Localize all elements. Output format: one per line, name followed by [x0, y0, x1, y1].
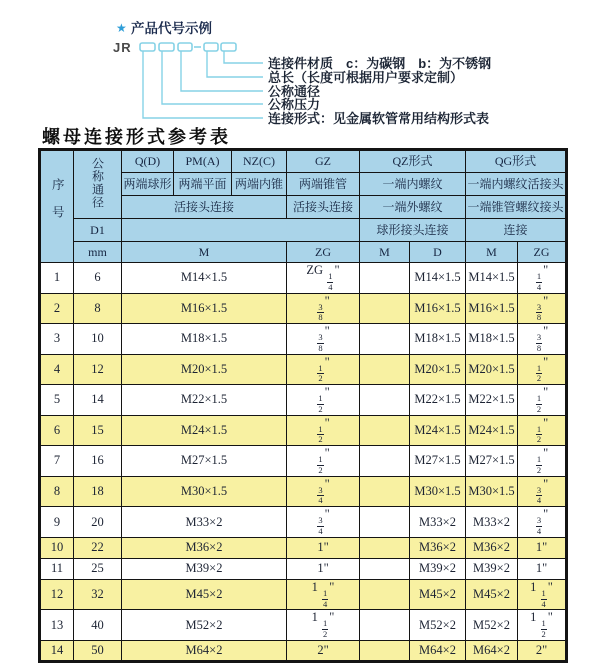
table-header — [40, 150, 567, 263]
cell-m: M39×2 — [122, 558, 287, 579]
sub-nz: 两端内锥 — [232, 173, 287, 196]
cell-qg-zg: $\frac{1}{2}$ " — [518, 415, 567, 446]
cell-zg: 2" — [287, 640, 360, 661]
fraction: $\frac{1}{4}$ — [541, 587, 546, 609]
sub-q: 两端球形 — [122, 173, 174, 196]
table-row — [40, 507, 567, 538]
fraction: $\frac{1}{2}$ — [536, 423, 542, 445]
cell-qg-zg: $\frac{1}{2}$ " — [518, 385, 567, 416]
cell-qg-m: M45×2 — [466, 579, 518, 610]
col-qz: QZ形式 — [360, 150, 466, 173]
cell-qz-d: M16×1.5 — [410, 293, 466, 324]
cell-zg: $\frac{1}{2}$ " — [287, 446, 360, 477]
unit-m-span: M — [122, 242, 287, 263]
label-diameter: 公称通径 — [268, 84, 321, 99]
fraction: $\frac{3}{8}$ — [318, 301, 323, 323]
cell-dn: 20 — [74, 507, 122, 538]
spacer-cell — [122, 219, 360, 242]
cell-zg: $\frac{3}{4}$ " — [287, 507, 360, 538]
unit-zg: ZG — [287, 242, 360, 263]
fraction: $\frac{3}{4}$ — [318, 484, 323, 506]
fraction: $\frac{3}{4}$ — [536, 484, 542, 506]
sub2-qg: 一端锥管螺纹接头 — [466, 196, 567, 219]
table-row — [40, 415, 567, 446]
cell-no: 8 — [40, 476, 74, 507]
fraction: $\frac{1}{2}$ — [318, 393, 323, 414]
table-row — [40, 558, 567, 579]
cell-qg-m: M33×2 — [466, 507, 518, 538]
cell-dn: 22 — [74, 537, 122, 558]
cell-qz-m — [360, 354, 410, 385]
cell-qz-d: M30×1.5 — [410, 476, 466, 507]
product-code-diagram — [0, 0, 600, 132]
fraction: $\frac{1}{4}$ — [328, 271, 333, 292]
cell-qz-d: M36×2 — [410, 537, 466, 558]
fraction: $\frac{3}{8}$ — [536, 301, 542, 323]
col-pm: PM(A) — [174, 150, 232, 173]
cell-m: M24×1.5 — [122, 415, 287, 446]
table-row — [40, 537, 567, 558]
col-qg: QG形式 — [466, 150, 567, 173]
cell-zg: $\frac{1}{2}$ " — [287, 415, 360, 446]
col-gz: GZ — [287, 150, 360, 173]
fraction: $\frac{1}{2}$ — [536, 393, 542, 414]
star-icon: ★ — [116, 21, 127, 35]
table-row — [40, 476, 567, 507]
cell-qg-zg: $\frac{1}{4}$ " — [518, 263, 567, 294]
cell-qz-d: M20×1.5 — [410, 354, 466, 385]
cell-qg-m: M27×1.5 — [466, 446, 518, 477]
cell-dn: 6 — [74, 263, 122, 294]
code-boxes — [140, 43, 236, 51]
cell-qz-m — [360, 558, 410, 579]
cell-qz-m — [360, 579, 410, 610]
cell-qz-m — [360, 415, 410, 446]
unit-qz-m: M — [360, 242, 410, 263]
cell-qg-m: M14×1.5 — [466, 263, 518, 294]
label-conn-form: 连接形式：见金属软管常用结构形式表 — [268, 111, 490, 126]
cell-qg-zg: $\frac{1}{2}$ " — [518, 446, 567, 477]
col-d1: D1 — [74, 219, 122, 242]
cell-qz-m — [360, 476, 410, 507]
cell-m: M30×1.5 — [122, 476, 287, 507]
cell-qz-d: M22×1.5 — [410, 385, 466, 416]
cell-qz-d: M45×2 — [410, 579, 466, 610]
cell-dn: 12 — [74, 354, 122, 385]
cell-dn: 25 — [74, 558, 122, 579]
fraction: $\frac{3}{4}$ — [318, 515, 323, 537]
cell-qz-m — [360, 385, 410, 416]
cell-m: M14×1.5 — [122, 263, 287, 294]
cell-zg: $\frac{1}{2}$ " — [287, 354, 360, 385]
connector-lines — [143, 51, 263, 118]
cell-qg-m: M36×2 — [466, 537, 518, 558]
cell-no: 12 — [40, 579, 74, 610]
fraction: $\frac{3}{8}$ — [536, 332, 542, 353]
cell-qg-m: M16×1.5 — [466, 293, 518, 324]
cell-zg: $\frac{3}{4}$ " — [287, 476, 360, 507]
cell-zg: 1" — [287, 537, 360, 558]
cell-qg-m: M52×2 — [466, 610, 518, 641]
cell-zg: 1" — [287, 558, 360, 579]
cell-dn: 18 — [74, 476, 122, 507]
cell-qg-m: M30×1.5 — [466, 476, 518, 507]
fraction: $\frac{1}{2}$ — [536, 454, 542, 475]
table-row — [40, 385, 567, 416]
cell-no: 10 — [40, 537, 74, 558]
cell-m: M27×1.5 — [122, 446, 287, 477]
cell-qg-m: M64×2 — [466, 640, 518, 661]
cell-qz-m — [360, 610, 410, 641]
cell-m: M20×1.5 — [122, 354, 287, 385]
cell-qz-m — [360, 324, 410, 355]
cell-zg: $\frac{1}{2}$ " — [287, 385, 360, 416]
cell-qg-m: M20×1.5 — [466, 354, 518, 385]
cell-dn: 16 — [74, 446, 122, 477]
cell-no: 2 — [40, 293, 74, 324]
cell-qg-m: M22×1.5 — [466, 385, 518, 416]
cell-m: M64×2 — [122, 640, 287, 661]
col-diameter: 公称通径 — [74, 150, 122, 219]
cell-no: 9 — [40, 507, 74, 538]
cell-qz-d: M14×1.5 — [410, 263, 466, 294]
label-pressure: 公称压力 — [268, 97, 321, 112]
cell-no: 5 — [40, 385, 74, 416]
cell-m: M16×1.5 — [122, 293, 287, 324]
cell-qz-d: M39×2 — [410, 558, 466, 579]
conn-gz: 活接头连接 — [287, 196, 360, 219]
fraction: $\frac{1}{2}$ — [323, 618, 328, 640]
sub-pm: 两端平面 — [174, 173, 232, 196]
table-row — [40, 610, 567, 641]
table-row — [40, 293, 567, 324]
cell-m: M22×1.5 — [122, 385, 287, 416]
cell-qz-m — [360, 507, 410, 538]
unit-qg-m: M — [466, 242, 518, 263]
code-prefix: JR — [113, 40, 132, 55]
col-nz: NZ(C) — [232, 150, 287, 173]
cell-qz-d: M18×1.5 — [410, 324, 466, 355]
cell-dn: 50 — [74, 640, 122, 661]
cell-zg: $\frac{3}{8}$ " — [287, 324, 360, 355]
cell-qz-m — [360, 537, 410, 558]
cell-qz-m — [360, 293, 410, 324]
fraction: $\frac{1}{4}$ — [323, 587, 328, 609]
table-body — [40, 263, 567, 662]
fraction: $\frac{1}{2}$ — [536, 362, 542, 384]
fraction: $\frac{1}{4}$ — [536, 271, 542, 292]
cell-no: 14 — [40, 640, 74, 661]
fraction: $\frac{1}{2}$ — [318, 423, 323, 445]
cell-zg: ZG $\frac{1}{4}$ " — [287, 263, 360, 294]
cell-no: 6 — [40, 415, 74, 446]
cell-no: 7 — [40, 446, 74, 477]
cell-dn: 10 — [74, 324, 122, 355]
conn-qz: 球形接头连接 — [360, 219, 466, 242]
fraction: $\frac{1}{2}$ — [318, 454, 323, 475]
table-row — [40, 354, 567, 385]
sub-qg: 一端内螺纹活接头 — [466, 173, 567, 196]
cell-qg-zg: 1 $\frac{1}{2}$ " — [518, 610, 567, 641]
cell-qz-d: M64×2 — [410, 640, 466, 661]
unit-mm: mm — [74, 242, 122, 263]
fraction: $\frac{3}{8}$ — [318, 332, 323, 353]
sub2-qz: 一端外螺纹 — [360, 196, 466, 219]
cell-m: M18×1.5 — [122, 324, 287, 355]
cell-no: 4 — [40, 354, 74, 385]
cell-qz-d: M52×2 — [410, 610, 466, 641]
cell-dn: 40 — [74, 610, 122, 641]
cell-zg: 1 $\frac{1}{2}$ " — [287, 610, 360, 641]
cell-no: 3 — [40, 324, 74, 355]
conn-qg: 连接 — [466, 219, 567, 242]
cell-qg-zg: $\frac{1}{2}$ " — [518, 354, 567, 385]
cell-no: 13 — [40, 610, 74, 641]
table-row — [40, 579, 567, 610]
unit-qz-d: D — [410, 242, 466, 263]
sub-qz: 一端内螺纹 — [360, 173, 466, 196]
unit-qg-zg: ZG — [518, 242, 567, 263]
conn-union: 活接头连接 — [122, 196, 287, 219]
cell-qg-zg: $\frac{3}{4}$ " — [518, 476, 567, 507]
fraction: $\frac{1}{2}$ — [318, 362, 323, 384]
cell-zg: 1 $\frac{1}{4}$ " — [287, 579, 360, 610]
cell-qg-m: M24×1.5 — [466, 415, 518, 446]
cell-qz-d: M27×1.5 — [410, 446, 466, 477]
fraction: $\frac{1}{2}$ — [541, 618, 546, 640]
cell-no: 1 — [40, 263, 74, 294]
cell-qg-zg: $\frac{3}{8}$ " — [518, 293, 567, 324]
cell-qz-m — [360, 640, 410, 661]
table-row — [40, 446, 567, 477]
cell-qg-m: M18×1.5 — [466, 324, 518, 355]
sub-gz: 两端锥管 — [287, 173, 360, 196]
cell-qg-zg: $\frac{3}{4}$ " — [518, 507, 567, 538]
cell-qg-zg: 1 $\frac{1}{4}$ " — [518, 579, 567, 610]
label-material: 连接件材质 c：为碳钢 b：为不锈钢 — [268, 56, 492, 71]
cell-qg-zg: $\frac{3}{8}$ " — [518, 324, 567, 355]
cell-qg-m: M39×2 — [466, 558, 518, 579]
cell-m: M45×2 — [122, 579, 287, 610]
cell-dn: 14 — [74, 385, 122, 416]
cell-qz-m — [360, 446, 410, 477]
cell-dn: 8 — [74, 293, 122, 324]
cell-qz-d: M33×2 — [410, 507, 466, 538]
diagram-heading: 产品代号示例 — [131, 21, 212, 36]
cell-m: M36×2 — [122, 537, 287, 558]
fraction: $\frac{3}{4}$ — [536, 515, 542, 537]
label-length: 总长（长度可根据用户要求定制） — [268, 70, 464, 85]
table-row — [40, 263, 567, 294]
cell-qz-m — [360, 263, 410, 294]
table-row — [40, 640, 567, 661]
cell-no: 11 — [40, 558, 74, 579]
table-row — [40, 324, 567, 355]
col-q: Q(D) — [122, 150, 174, 173]
col-seq: 序号 — [40, 150, 74, 263]
cell-zg: $\frac{3}{8}$ " — [287, 293, 360, 324]
table-title: 螺母连接形式参考表 — [42, 127, 231, 148]
cell-qg-zg: 1" — [518, 558, 567, 579]
cell-dn: 15 — [74, 415, 122, 446]
cell-m: M33×2 — [122, 507, 287, 538]
cell-dn: 32 — [74, 579, 122, 610]
cell-m: M52×2 — [122, 610, 287, 641]
nut-connection-table — [38, 148, 568, 663]
cell-qg-zg: 2" — [518, 640, 567, 661]
cell-qz-d: M24×1.5 — [410, 415, 466, 446]
cell-qg-zg: 1" — [518, 537, 567, 558]
